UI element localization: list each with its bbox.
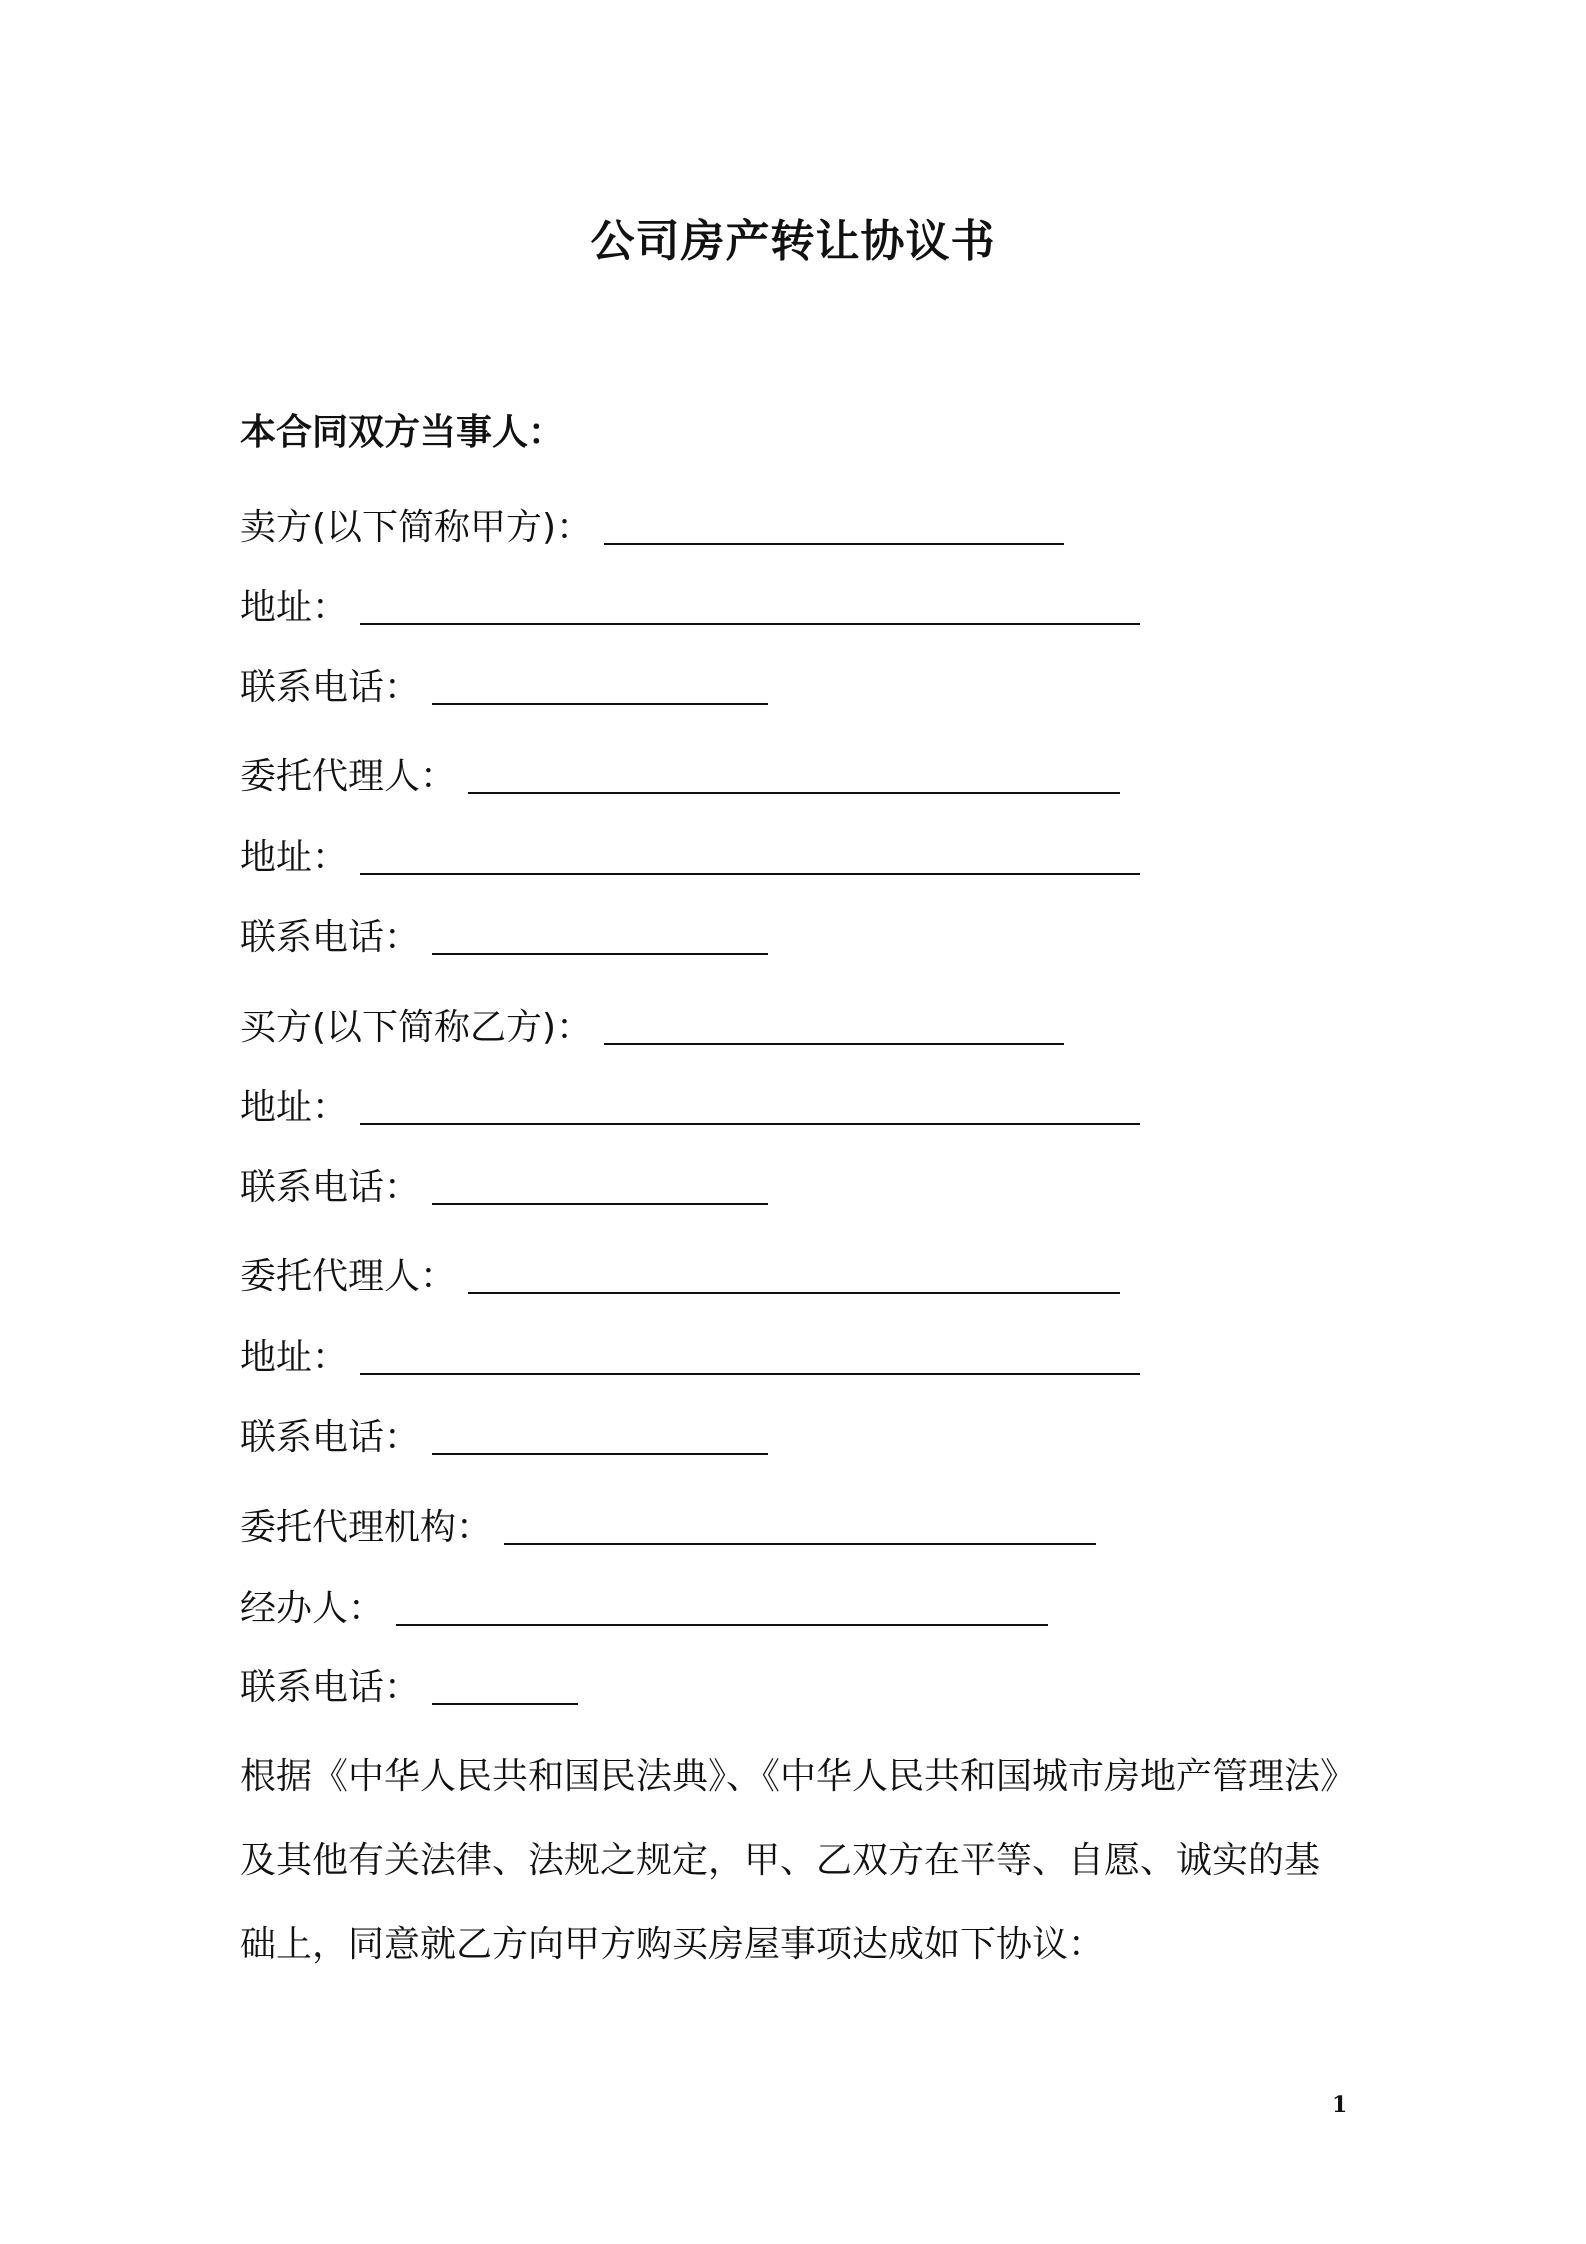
field-label: 委托代理人：	[240, 1256, 457, 1297]
field-label: 地址：	[240, 1337, 349, 1378]
field-row-seller-phone	[240, 663, 768, 713]
field-label: 联系电话：	[240, 1417, 421, 1458]
field-row-buyer-agent	[240, 1252, 1120, 1302]
field-label: 联系电话：	[240, 1167, 421, 1208]
field-row-seller-agent	[240, 752, 1120, 802]
field-row-agency	[240, 1503, 1096, 1553]
fill-in-blank[interactable]	[432, 1413, 768, 1455]
field-row-seller-agent-address	[240, 833, 1140, 883]
fill-in-blank[interactable]	[360, 1083, 1140, 1125]
field-label: 联系电话：	[240, 917, 421, 958]
parties-intro: 本合同双方当事人：	[240, 412, 565, 453]
paragraph-line: 础上，同意就乙方向甲方购买房屋事项达成如下协议：	[240, 1924, 1105, 1965]
fill-in-blank[interactable]	[360, 583, 1140, 625]
field-row-buyer-agent-phone	[240, 1413, 768, 1463]
paragraph-line: 根据《中华人民共和国民法典》、《中华人民共和国城市房地产管理法》	[240, 1756, 1357, 1797]
page-number: 1	[1332, 2092, 1348, 2118]
field-row-buyer-agent-address	[240, 1333, 1140, 1383]
field-label: 委托代理人：	[240, 756, 457, 797]
field-row-handler-phone	[240, 1663, 578, 1713]
field-label: 卖方(以下简称甲方)：	[240, 507, 593, 548]
field-label: 经办人：	[240, 1588, 385, 1629]
field-label: 买方(以下简称乙方)：	[240, 1007, 593, 1048]
fill-in-blank[interactable]	[504, 1503, 1096, 1545]
fill-in-blank[interactable]	[604, 1003, 1064, 1045]
fill-in-blank[interactable]	[604, 503, 1064, 545]
field-label: 地址：	[240, 837, 349, 878]
field-row-seller-address	[240, 583, 1140, 633]
fill-in-blank[interactable]	[432, 913, 768, 955]
fill-in-blank[interactable]	[468, 752, 1120, 794]
field-row-seller-agent-phone	[240, 913, 768, 963]
field-label: 地址：	[240, 587, 349, 628]
field-row-buyer-phone	[240, 1163, 768, 1213]
fill-in-blank[interactable]	[396, 1584, 1048, 1626]
fill-in-blank[interactable]	[360, 1333, 1140, 1375]
fill-in-blank[interactable]	[360, 833, 1140, 875]
field-label: 委托代理机构：	[240, 1507, 493, 1548]
field-label: 地址：	[240, 1087, 349, 1128]
field-label: 联系电话：	[240, 667, 421, 708]
fill-in-blank[interactable]	[432, 1663, 578, 1705]
paragraph-line: 及其他有关法律、法规之规定，甲、乙双方在平等、自愿、诚实的基	[240, 1840, 1321, 1881]
page-title: 公司房产转让协议书	[590, 216, 996, 267]
fill-in-blank[interactable]	[432, 1163, 768, 1205]
field-row-buyer	[240, 1003, 1064, 1053]
fill-in-blank[interactable]	[468, 1252, 1120, 1294]
field-label: 联系电话：	[240, 1667, 421, 1708]
fill-in-blank[interactable]	[432, 663, 768, 705]
field-row-seller	[240, 503, 1064, 553]
field-row-buyer-address	[240, 1083, 1140, 1133]
field-row-handler	[240, 1584, 1048, 1634]
